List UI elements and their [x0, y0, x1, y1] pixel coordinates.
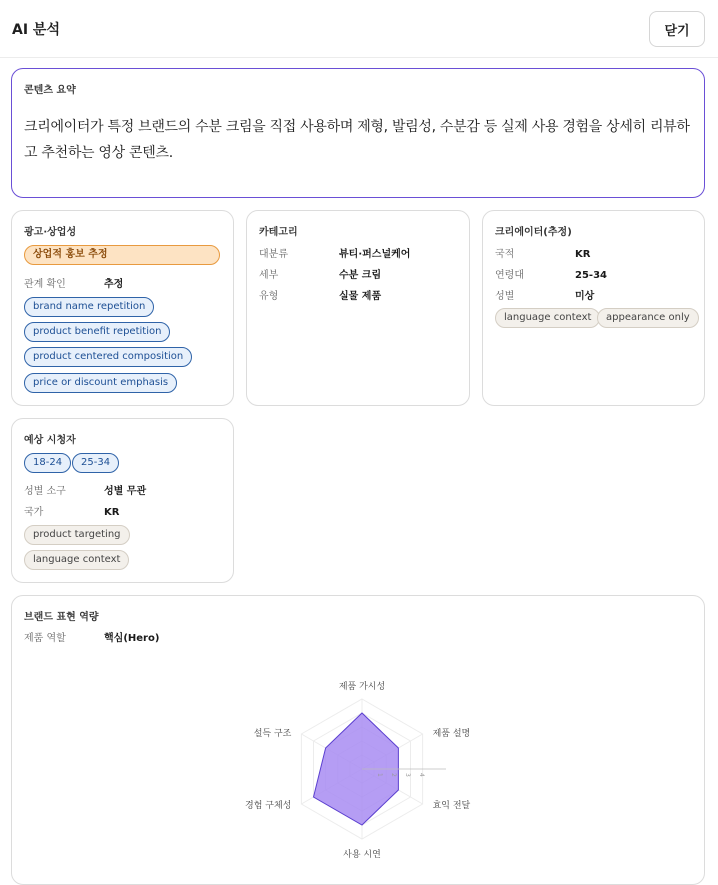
dialog-title: AI 분석	[12, 22, 60, 38]
radar-chart	[232, 666, 492, 869]
audience-key: 국가	[24, 507, 44, 518]
creator-value: KR	[575, 249, 591, 260]
dialog-header	[0, 0, 718, 58]
signal-tag: product centered composition	[24, 347, 192, 367]
radar-tick-label: 2	[390, 773, 397, 777]
close-button[interactable]: 닫기	[649, 11, 705, 47]
role-row	[24, 629, 159, 644]
summary-text: 크리에이터가 특정 브랜드의 수분 크림을 직접 사용하며 제형, 발림성, 수분감 등 실제 사용 경험을 상세히 리뷰하고 추천하는 영상 콘텐츠.	[24, 119, 690, 161]
audience-row	[24, 503, 119, 518]
relation-key: 관계 확인	[24, 279, 66, 290]
age-tag: 25-34	[72, 453, 119, 473]
category-card	[246, 210, 470, 406]
age-tag: 18-24	[24, 453, 71, 473]
creator-heading: 크리에이터(추정)	[495, 227, 572, 238]
audience-key: 성별 소구	[24, 486, 66, 497]
category-key: 세부	[259, 270, 279, 281]
category-key: 대분류	[259, 249, 288, 260]
creator-row	[495, 245, 590, 260]
creator-key: 국적	[495, 249, 515, 260]
creator-value: 미상	[575, 291, 595, 302]
radar-axis-label: 설득 구조	[253, 729, 292, 739]
radar-axis-label: 제품 설명	[432, 729, 471, 739]
radar-axis-label: 경험 구체성	[245, 801, 292, 811]
creator-row	[495, 287, 594, 302]
role-value: 핵심(Hero)	[104, 633, 160, 644]
radar-tick-label: 3	[404, 773, 411, 777]
radar-axis-label: 사용 시연	[343, 850, 381, 860]
brand-heading: 브랜드 표현 역량	[24, 612, 99, 623]
radar-tick-label: 4	[418, 773, 425, 777]
creator-key: 연령대	[495, 270, 524, 281]
summary-heading: 콘텐츠 요약	[24, 85, 76, 96]
category-row	[259, 266, 381, 281]
audience-value: 성별 무관	[104, 486, 147, 497]
commercial-badge: 상업적 홍보 추정	[24, 245, 220, 265]
ad-card	[11, 210, 234, 406]
signal-tag: product benefit repetition	[24, 322, 170, 342]
ad-heading: 광고·상업성	[24, 227, 77, 238]
audience-row	[24, 482, 146, 497]
radar-svg	[232, 666, 492, 866]
creator-card	[482, 210, 705, 406]
radar-axis-label: 효익 전달	[432, 801, 471, 811]
role-key: 제품 역할	[24, 633, 66, 644]
audience-card	[11, 418, 234, 583]
radar-tick-label: 1	[376, 773, 383, 777]
creator-value: 25-34	[575, 270, 607, 281]
relation-row	[24, 275, 123, 290]
basis-tag: product targeting	[24, 525, 130, 545]
signal-tag: brand name repetition	[24, 297, 154, 317]
brand-card	[11, 595, 705, 885]
category-value: 실물 제품	[339, 291, 382, 302]
category-key: 유형	[259, 291, 279, 302]
audience-value: KR	[104, 507, 120, 518]
creator-key: 성별	[495, 291, 515, 302]
basis-tag: language context	[24, 550, 129, 570]
category-heading: 카테고리	[259, 227, 298, 238]
creator-row	[495, 266, 607, 281]
basis-tag: language context	[495, 308, 600, 328]
category-value: 수분 크림	[339, 270, 382, 281]
radar-axis-label: 제품 가시성	[338, 682, 386, 692]
summary-card	[11, 68, 705, 198]
relation-value: 추정	[104, 279, 124, 290]
category-row	[259, 245, 410, 260]
audience-heading: 예상 시청자	[24, 435, 76, 446]
basis-tag: appearance only	[597, 308, 699, 328]
category-row	[259, 287, 381, 302]
category-value: 뷰티·퍼스널케어	[339, 249, 411, 260]
signal-tag: price or discount emphasis	[24, 373, 177, 393]
